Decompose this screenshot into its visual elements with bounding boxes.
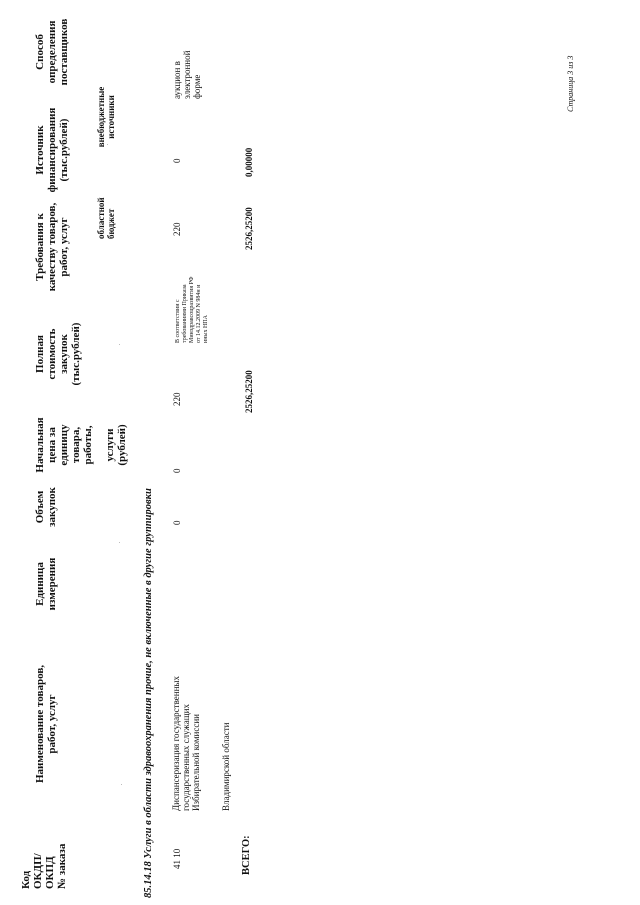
total-fin-regional: 2526,25200	[244, 207, 254, 250]
row-quality: В соответствии с требованиями Приказа Минздравсоцразвития РФ от 14.12.2009 N 984н и иных НПА	[175, 276, 209, 343]
row-volume: 0	[172, 520, 182, 525]
scan-mark	[119, 542, 120, 543]
header-volume: Объем закупок	[34, 487, 58, 527]
total-fin-extra: 0,00000	[244, 147, 254, 177]
row-total: 220	[172, 392, 182, 406]
header-fin-regional: областной бюджет	[96, 197, 116, 239]
scan-mark	[121, 784, 122, 785]
row-method: аукцион в электронной форме	[172, 50, 202, 99]
row-fin-extra: 0	[172, 158, 182, 163]
row-name: Диспансеризация государственных государственных служащих Избирательной комиссии	[171, 676, 201, 811]
total-sum: 2526,25200	[244, 370, 254, 413]
header-code: Код ОКДП/ ОКПД № заказа	[20, 843, 68, 889]
row-name-region: Владимирской области	[221, 722, 231, 811]
header-total: Полная стоимость закупок (тыс.рублей)	[34, 322, 82, 386]
scan-mark	[119, 344, 120, 345]
header-name: Наименование товаров, работ, услуг	[34, 664, 58, 784]
header-unit: Единица измерения	[34, 557, 58, 611]
row-code: 41 10	[172, 848, 182, 869]
header-unit-price: Начальная цена за единицу товара, работы, услуги (рублей)	[34, 417, 128, 473]
header-financing: Источник финансирования (тыс.рублей)	[34, 107, 70, 193]
scan-mark	[107, 144, 108, 145]
header-method: Способ определения поставщиков	[34, 18, 70, 86]
row-fin-regional: 220	[172, 222, 182, 236]
page-number: Страница 3 из 3	[566, 55, 575, 112]
row-unit-price: 0	[172, 468, 182, 473]
total-label: ВСЕГО:	[241, 835, 252, 875]
section-title: 85.14.18 Услуги в области здравоохранения прочие, не включенные в другие группировки	[143, 488, 154, 898]
header-quality: Требования к качеству товаров, работ, услуг	[34, 202, 70, 292]
header-fin-extra: внебюджетные источники	[96, 86, 116, 148]
